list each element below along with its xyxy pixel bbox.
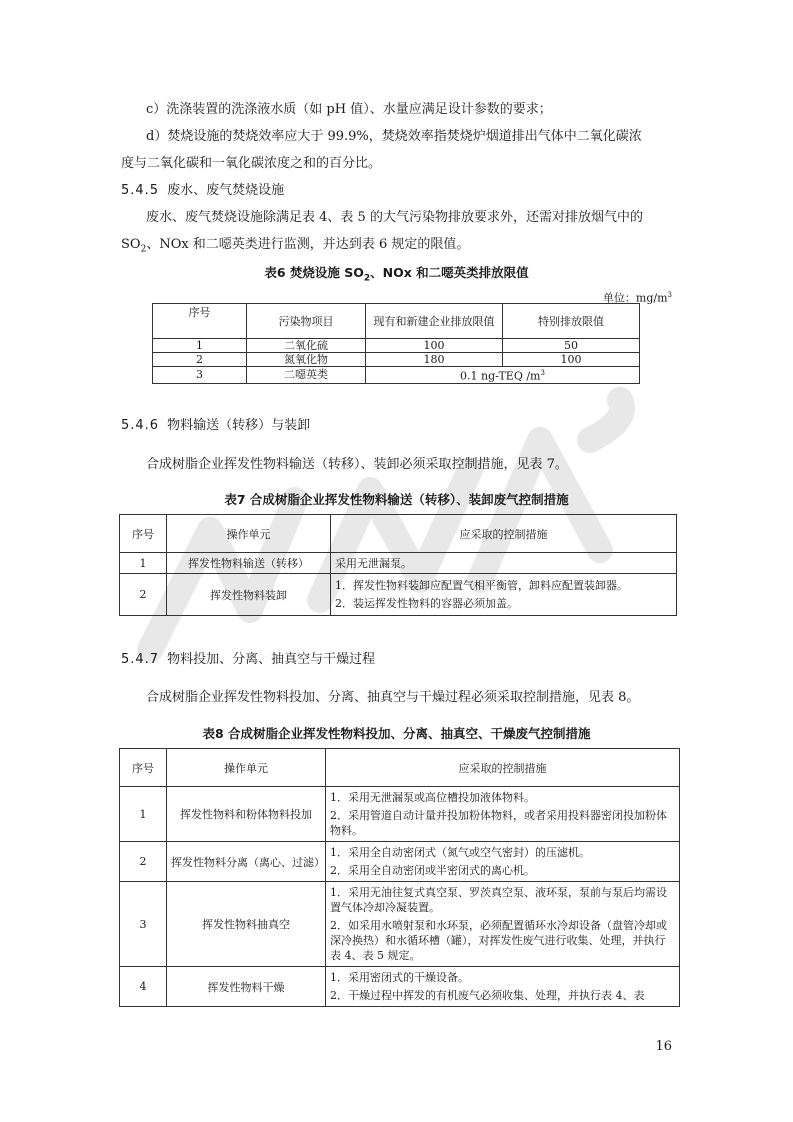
table-cell: 4: [120, 967, 167, 1007]
paragraph-d-line2: 度与二氧化碳和一氧化碳浓度之和的百分比。: [121, 156, 382, 171]
measure-item: 1．采用密闭式的干燥设备。: [330, 971, 469, 984]
table-cell: [331, 574, 677, 616]
table-header: 特别排放限值: [503, 304, 640, 339]
table-cell: [326, 882, 680, 967]
table-row: [153, 339, 640, 353]
section-5-4-5-text-line1: 废水、废气焚烧设施除满足表 4、表 5 的大气污染物排放要求外，还需对排放烟气中的: [146, 210, 643, 225]
measure-item: 2．干燥过程中挥发的有机废气必须收集、处理，并执行表 4、表: [330, 989, 645, 1002]
caption-part: 表6 焚烧设施 SO: [264, 265, 364, 280]
table-cell: 180: [366, 353, 503, 367]
cell-text: 0.1 ng-TEQ /m: [460, 369, 541, 383]
measure-item: 1．挥发性物料装卸应配置气相平衡管，卸料应配置装卸器。: [335, 578, 628, 592]
table-header: 应采取的控制措施: [331, 515, 677, 553]
table-header: 序号: [120, 749, 167, 787]
section-5-4-5-text-line2: [121, 235, 469, 260]
table7-caption: 表7 合成树脂企业挥发性物料输送（转移）、装卸废气控制措施: [224, 492, 569, 507]
table-cell: 挥发性物料装卸: [167, 574, 331, 616]
table6-caption: [0, 264, 793, 288]
table-cell: 挥发性物料干燥: [167, 967, 326, 1007]
table-cell: 二噁英类: [247, 367, 366, 384]
table-cell: 1: [153, 339, 247, 353]
table7: [119, 514, 677, 616]
table-header: 操作单元: [167, 749, 326, 787]
table6: [152, 303, 640, 384]
table-cell: 3: [153, 367, 247, 384]
table-row: [120, 967, 680, 1007]
table-header: 应采取的控制措施: [326, 749, 680, 787]
table-cell: [366, 367, 640, 384]
table-cell: 50: [503, 339, 640, 353]
section-5-4-7-heading: [121, 650, 375, 670]
table-row: [153, 353, 640, 367]
section-5-4-7-text: 合成树脂企业挥发性物料投加、分离、抽真空与干燥过程必须采取控制措施，见表 8。: [146, 690, 640, 705]
section-5-4-6-heading: [121, 416, 310, 436]
table-cell: 2: [153, 353, 247, 367]
table-header: 现有和新建企业排放限值: [366, 304, 503, 339]
measure-item: 1．采用无油往复式真空泵、罗茨真空泵、液环泵，泵前与泵后均需设置气体冷却冷凝装置。: [330, 886, 667, 914]
caption-sub: 2: [363, 273, 371, 284]
table-row: [120, 553, 677, 574]
measure-item: 2．装运挥发性物料的容器必须加盖。: [335, 596, 518, 610]
paragraph-d-line1: d）焚烧设施的焚烧效率应大于 99.9%，焚烧效率指焚烧炉烟道排出气体中二氧化碳浓: [146, 129, 642, 144]
table-row: [120, 842, 680, 882]
measure-item: 2．采用全自动密闭或半密闭式的离心机。: [330, 864, 535, 877]
section-5-4-6-text: 合成树脂企业挥发性物料输送（转移）、装卸必须采取控制措施，见表 7。: [146, 457, 568, 472]
table-cell: 2: [120, 574, 167, 616]
table-cell: 挥发性物料抽真空: [167, 882, 326, 967]
page-number: 16: [655, 1039, 672, 1054]
measure-item: 2．如采用水喷射泵和水环泵，必须配置循环水冷却设备（盘管冷却或深冷换热）和水循环槽（罐），对挥发性废气进行收集、处理，并执行表 4、表 5 规定。: [330, 919, 667, 962]
table-cell: [326, 842, 680, 882]
unit-text: 单位：mg/m: [602, 291, 668, 305]
table-cell: 3: [120, 882, 167, 967]
measure-item: 1．采用无泄漏泵或高位槽投加液体物料。: [330, 791, 535, 804]
table-cell: 二氧化硫: [247, 339, 366, 353]
table-cell: [326, 787, 680, 842]
table-cell: 采用无泄漏泵。: [331, 553, 677, 574]
table-row: [120, 787, 680, 842]
measure-item: 1．采用全自动密闭式（氮气或空气密封）的压滤机。: [330, 846, 590, 859]
table-cell: 挥发性物料输送（转移）: [167, 553, 331, 574]
table8: [119, 748, 680, 1007]
section-title: 物料输送（转移）与装卸: [167, 418, 311, 433]
section-5-4-5-heading: [121, 181, 284, 201]
table-cell: 挥发性物料和粉体物料投加: [167, 787, 326, 842]
table-row: [153, 367, 640, 384]
table-cell: 100: [503, 353, 640, 367]
text-sub: 2: [140, 244, 147, 255]
section-number: 5.4.5: [121, 183, 160, 198]
cell-sup: 3: [540, 369, 545, 377]
text-rest: 、NOx 和二噁英类进行监测，并达到表 6 规定的限值。: [146, 237, 470, 252]
section-title: 物料投加、分离、抽真空与干燥过程: [167, 652, 376, 667]
table-cell: 100: [366, 339, 503, 353]
table-cell: 1: [120, 553, 167, 574]
table-cell: [326, 967, 680, 1007]
table-cell: 1: [120, 787, 167, 842]
table-cell: 氮氧化物: [247, 353, 366, 367]
section-title: 废水、废气焚烧设施: [167, 183, 285, 198]
table-cell: 挥发性物料分离（离心、过滤）: [167, 842, 326, 882]
table-header: 序号: [153, 304, 247, 339]
table-row: [120, 882, 680, 967]
table-header: 污染物项目: [247, 304, 366, 339]
section-number: 5.4.6: [121, 418, 160, 433]
unit-sup: 3: [667, 291, 672, 299]
table-cell: 2: [120, 842, 167, 882]
text-so: SO: [121, 237, 141, 252]
section-number: 5.4.7: [121, 652, 160, 667]
caption-part: 、NOx 和二噁英类排放限值: [370, 265, 529, 280]
paragraph-c: c）洗涤装置的洗涤液水质（如 pH 值）、水量应满足设计参数的要求；: [146, 102, 552, 117]
table8-caption: 表8 合成树脂企业挥发性物料投加、分离、抽真空、干燥废气控制措施: [202, 726, 591, 741]
table-header: 操作单元: [167, 515, 331, 553]
table-row: [120, 574, 677, 616]
measure-item: 2．采用管道自动计量并投加粉体物料，或者采用投料器密闭投加粉体物料。: [330, 809, 667, 837]
table-header: 序号: [120, 515, 167, 553]
